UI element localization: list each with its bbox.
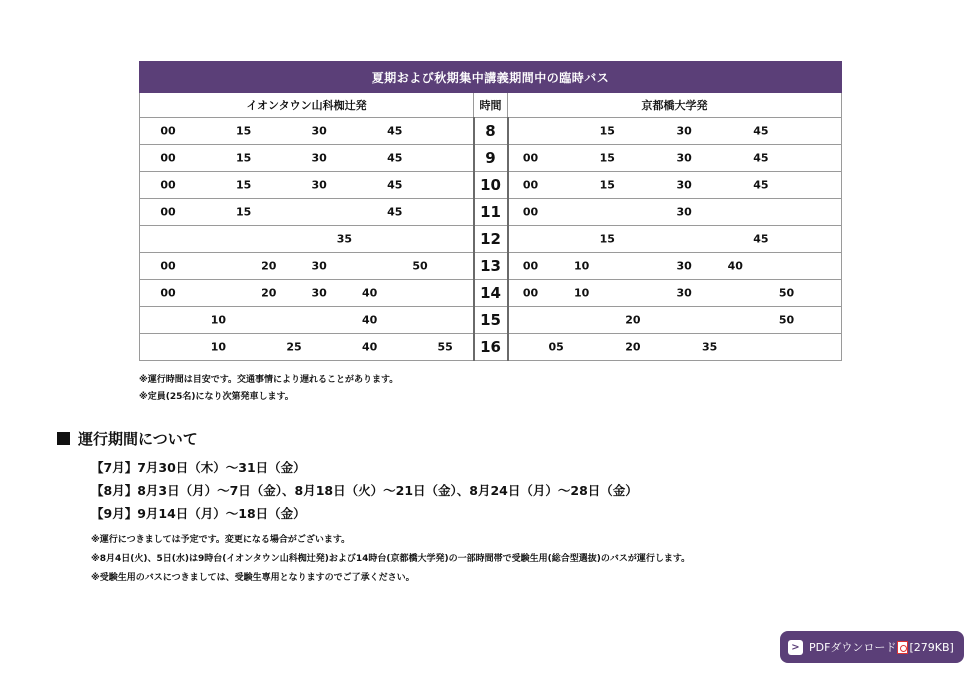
pdf-size: [279KB] xyxy=(909,640,954,654)
departure-minute: 30 xyxy=(676,178,692,192)
departure-minute: 15 xyxy=(599,151,615,165)
departure-minute: 10 xyxy=(574,286,590,300)
note-line: ※8月4日(火)、5日(水)は9時台(イオンタウン山科椥辻発)および14時台(京都橋大学発)の一部時間帯で受験生用(総合型選抜)のバスが運行します。 xyxy=(91,554,691,564)
departure-minute: 00 xyxy=(160,151,176,165)
departure-minute: 30 xyxy=(311,286,327,300)
note-line: ※受験生用のバスにつきましては、受験生専用となりますのでご了承ください。 xyxy=(91,573,415,583)
departure-minute: 00 xyxy=(522,151,539,165)
departure-minute: 45 xyxy=(753,232,769,246)
hour-cell: 10 xyxy=(474,172,508,199)
departure-minute: 50 xyxy=(412,259,428,273)
departures-left xyxy=(140,172,474,199)
period-line: 【8月】8月3日（月）～7日（金）、8月18日（火）～21日（金）、8月24日（月）～28日（金） xyxy=(91,483,638,498)
departure-minute: 20 xyxy=(625,313,641,327)
departure-minute: 30 xyxy=(676,259,692,273)
header-hour: 時間 xyxy=(474,93,508,118)
departure-minute: 45 xyxy=(753,178,769,192)
departure-minute: 45 xyxy=(387,124,403,138)
pdf-download-button[interactable] xyxy=(780,631,964,663)
departure-minute: 30 xyxy=(311,178,327,192)
period-line: 【9月】9月14日（月）～18日（金） xyxy=(91,506,306,521)
departures-right xyxy=(508,145,842,172)
departure-minute: 15 xyxy=(599,232,615,246)
departure-minute: 00 xyxy=(160,124,176,138)
departures-right xyxy=(508,199,842,226)
timetable-notes xyxy=(139,372,398,406)
departure-minute: 35 xyxy=(336,232,353,246)
departure-minute: 45 xyxy=(387,178,403,192)
timetable-title: 夏期および秋期集中講義期間中の臨時バス xyxy=(140,62,842,93)
departures-right xyxy=(508,280,842,307)
departure-minute: 30 xyxy=(676,124,692,138)
chevron-right-icon: > xyxy=(788,640,803,655)
hour-cell: 13 xyxy=(474,253,508,280)
departure-minute: 00 xyxy=(160,259,176,273)
table-row xyxy=(140,307,842,334)
departure-minute: 20 xyxy=(625,340,641,354)
square-bullet-icon xyxy=(57,432,70,445)
departure-minute: 15 xyxy=(235,151,252,165)
departures-right xyxy=(508,253,842,280)
section-heading-text: 運行期間について xyxy=(78,430,198,448)
table-row xyxy=(140,226,842,253)
table-row xyxy=(140,334,842,361)
departure-minute: 15 xyxy=(599,178,615,192)
table-row xyxy=(140,199,842,226)
departure-minute: 20 xyxy=(261,259,277,273)
hour-cell: 15 xyxy=(474,307,508,334)
pdf-icon xyxy=(897,641,908,654)
departure-minute: 30 xyxy=(311,259,327,273)
departure-minute: 40 xyxy=(727,259,743,273)
note-line: ※定員(25名)になり次第発車します。 xyxy=(139,392,294,402)
departures-right xyxy=(508,172,842,199)
departures-left xyxy=(140,226,474,253)
timetable-header-row xyxy=(140,93,842,118)
pdf-download-label: PDFダウンロード xyxy=(809,641,897,654)
departure-minute: 20 xyxy=(261,286,277,300)
table-row xyxy=(140,172,842,199)
departure-minute: 00 xyxy=(160,205,176,219)
note-line: ※運行時間は目安です。交通事情により遅れることがあります。 xyxy=(139,375,399,385)
table-row xyxy=(140,280,842,307)
departures-left xyxy=(140,253,474,280)
departure-minute: 40 xyxy=(361,340,378,354)
table-row xyxy=(140,253,842,280)
departure-minute: 15 xyxy=(235,205,252,219)
departure-minute: 30 xyxy=(676,205,692,219)
departure-minute: 10 xyxy=(210,340,227,354)
departures-left xyxy=(140,334,474,361)
departure-minute: 00 xyxy=(522,205,539,219)
departure-minute: 00 xyxy=(522,286,539,300)
departure-minute: 00 xyxy=(160,178,176,192)
hour-cell: 9 xyxy=(474,145,508,172)
departure-minute: 50 xyxy=(778,286,795,300)
departures-left xyxy=(140,199,474,226)
departure-minute: 45 xyxy=(387,205,403,219)
hour-cell: 12 xyxy=(474,226,508,253)
departures-right xyxy=(508,118,842,145)
period-line: 【7月】7月30日（木）～31日（金） xyxy=(91,460,306,475)
hour-cell: 8 xyxy=(474,118,508,145)
header-left: イオンタウン山科椥辻発 xyxy=(140,93,474,118)
departures-left xyxy=(140,145,474,172)
departure-minute: 30 xyxy=(311,124,327,138)
departure-minute: 30 xyxy=(311,151,327,165)
header-right: 京都橋大学発 xyxy=(508,93,842,118)
departure-minute: 45 xyxy=(387,151,403,165)
departure-minute: 40 xyxy=(361,313,378,327)
departure-minute: 00 xyxy=(522,178,539,192)
departures-left xyxy=(140,118,474,145)
departures-right xyxy=(508,334,842,361)
section-heading xyxy=(57,428,198,449)
operation-notes xyxy=(91,531,690,588)
departures-left xyxy=(140,307,474,334)
departures-right xyxy=(508,307,842,334)
departure-minute: 10 xyxy=(210,313,227,327)
operation-periods xyxy=(91,456,638,525)
departure-minute: 25 xyxy=(286,340,302,354)
departure-minute: 15 xyxy=(235,178,252,192)
hour-cell: 14 xyxy=(474,280,508,307)
table-row xyxy=(140,118,842,145)
departure-minute: 15 xyxy=(235,124,252,138)
departures-left xyxy=(140,280,474,307)
departure-minute: 00 xyxy=(160,286,176,300)
departure-minute: 15 xyxy=(599,124,615,138)
departure-minute: 50 xyxy=(778,313,795,327)
departure-minute: 45 xyxy=(753,124,769,138)
departure-minute: 45 xyxy=(753,151,769,165)
timetable-title-row xyxy=(140,62,842,93)
departure-minute: 40 xyxy=(361,286,378,300)
hour-cell: 11 xyxy=(474,199,508,226)
departure-minute: 10 xyxy=(574,259,590,273)
table-row xyxy=(140,145,842,172)
hour-cell: 16 xyxy=(474,334,508,361)
departure-minute: 00 xyxy=(522,259,539,273)
departure-minute: 05 xyxy=(548,340,564,354)
note-line: ※運行につきましては予定です。変更になる場合がございます。 xyxy=(91,535,351,545)
bus-timetable xyxy=(139,61,842,361)
departure-minute: 30 xyxy=(676,286,692,300)
departure-minute: 55 xyxy=(437,340,453,354)
departure-minute: 35 xyxy=(702,340,718,354)
departures-right xyxy=(508,226,842,253)
departure-minute: 30 xyxy=(676,151,692,165)
